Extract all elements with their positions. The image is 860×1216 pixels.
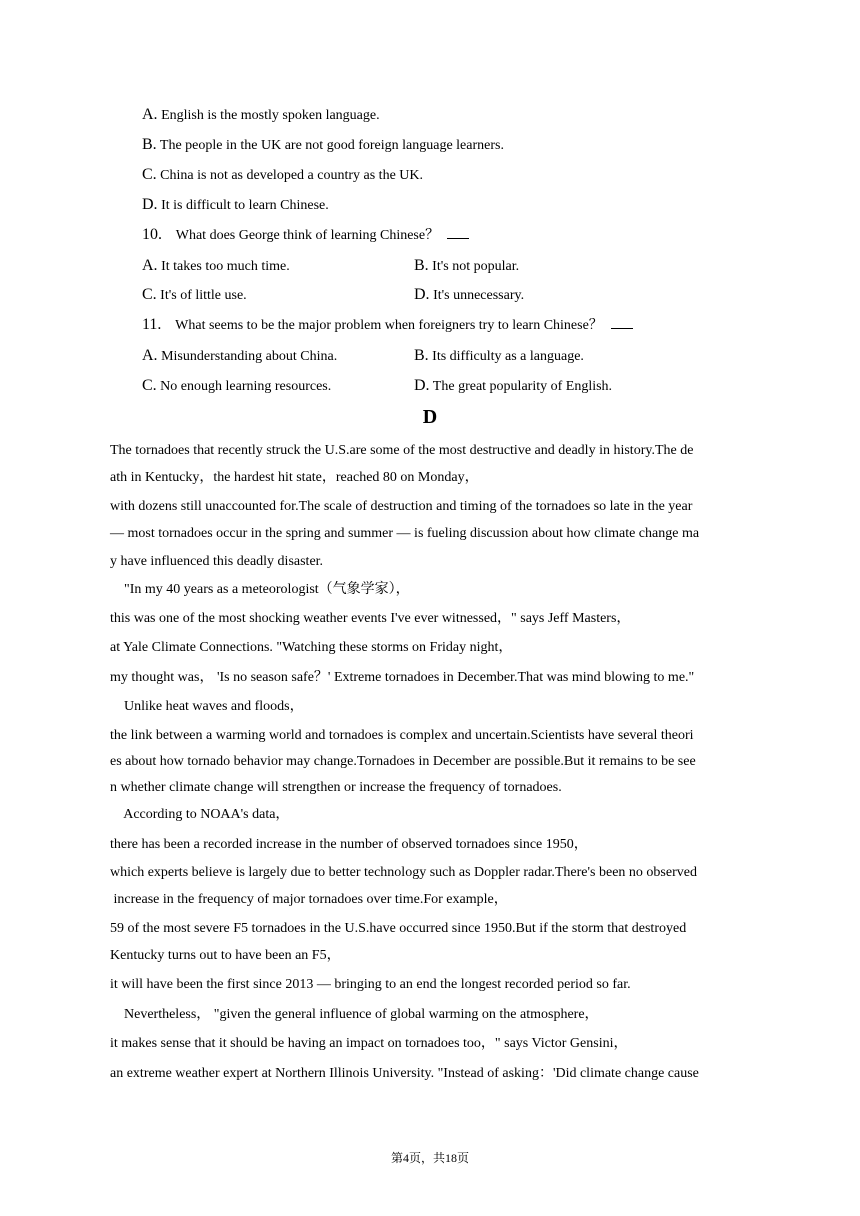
answer-blank xyxy=(447,226,469,239)
option-d: D. It is difficult to learn Chinese. xyxy=(142,196,329,213)
passage-line: there has been a recorded increase in the number of observed tornadoes since 1950， xyxy=(110,837,588,852)
answer-blank xyxy=(611,316,633,329)
passage-line: n whether climate change will strengthen or increase the frequency of tornadoes. xyxy=(110,780,562,795)
passage-line: Unlike heat waves and floods， xyxy=(110,699,304,714)
q10-option-a: A. It takes too much time. xyxy=(142,257,290,274)
section-heading: D xyxy=(422,406,438,428)
q10-option-c: C. It's of little use. xyxy=(142,286,247,303)
passage-line: Nevertheless， "given the general influence of global warming on the atmosphere， xyxy=(110,1007,599,1022)
page-footer: 第4页，共18页 xyxy=(390,1151,469,1165)
passage-line: which experts believe is largely due to better technology such as Doppler radar.There's been no observed xyxy=(110,865,697,880)
passage-line: at Yale Climate Connections. "Watching these storms on Friday night， xyxy=(110,640,513,655)
passage-line: it will have been the first since 2013 — bringing to an end the longest recorded period so far. xyxy=(110,977,631,992)
passage-line: this was one of the most shocking weather events I've ever witnessed，" says Jeff Masters， xyxy=(110,611,631,626)
passage-line: The tornadoes that recently struck the U.S.are some of the most destructive and deadly in history.The de xyxy=(110,443,694,458)
passage-line: Kentucky turns out to have been an F5， xyxy=(110,948,341,963)
q11-option-b: B. Its difficulty as a language. xyxy=(414,347,584,364)
passage-line: 59 of the most severe F5 tornadoes in the U.S.have occurred since 1950.But if the storm that destroyed xyxy=(110,921,687,936)
q11-option-c: C. No enough learning resources. xyxy=(142,377,332,394)
passage-line: y have influenced this deadly disaster. xyxy=(110,554,324,569)
passage-line: it makes sense that it should be having an impact on tornadoes too，" says Victor Gensini， xyxy=(110,1036,628,1051)
q11-option-d: D. The great popularity of English. xyxy=(414,377,613,394)
q10-option-d: D. It's unnecessary. xyxy=(414,286,525,303)
passage-line: According to NOAA's data， xyxy=(110,807,290,822)
passage-line: es about how tornado behavior may change.Tornadoes in December are possible.But it remains to be see xyxy=(110,754,696,769)
passage-line: with dozens still unaccounted for.The scale of destruction and timing of the tornadoes so late in the year xyxy=(110,499,693,514)
question-10: 10. What does George think of learning Chinese？ xyxy=(142,226,469,245)
passage-line: ath in Kentucky，the hardest hit state，reached 80 on Monday， xyxy=(110,470,479,485)
question-11: 11. What seems to be the major problem when foreigners try to learn Chinese？ xyxy=(142,316,633,335)
q11-option-a: A. Misunderstanding about China. xyxy=(142,347,338,364)
passage-line: increase in the frequency of major tornadoes over time.For example， xyxy=(110,892,508,907)
passage-line: the link between a warming world and tornadoes is complex and uncertain.Scientists have several theori xyxy=(110,728,694,743)
q10-option-b: B. It's not popular. xyxy=(414,257,520,274)
option-a: A. English is the mostly spoken language. xyxy=(142,106,380,123)
option-b: B. The people in the UK are not good foreign language learners. xyxy=(142,136,504,153)
passage-line: my thought was， 'Is no season safe？' Extreme tornadoes in December.That was mind blowing to me." xyxy=(110,670,695,685)
passage-line: "In my 40 years as a meteorologist（气象学家）， xyxy=(110,582,410,597)
option-c: C. China is not as developed a country as the UK. xyxy=(142,166,423,183)
passage-line: — most tornadoes occur in the spring and summer — is fueling discussion about how climate change ma xyxy=(110,526,700,541)
passage-line: an extreme weather expert at Northern Illinois University. "Instead of asking：'Did climate change cause xyxy=(110,1066,699,1081)
